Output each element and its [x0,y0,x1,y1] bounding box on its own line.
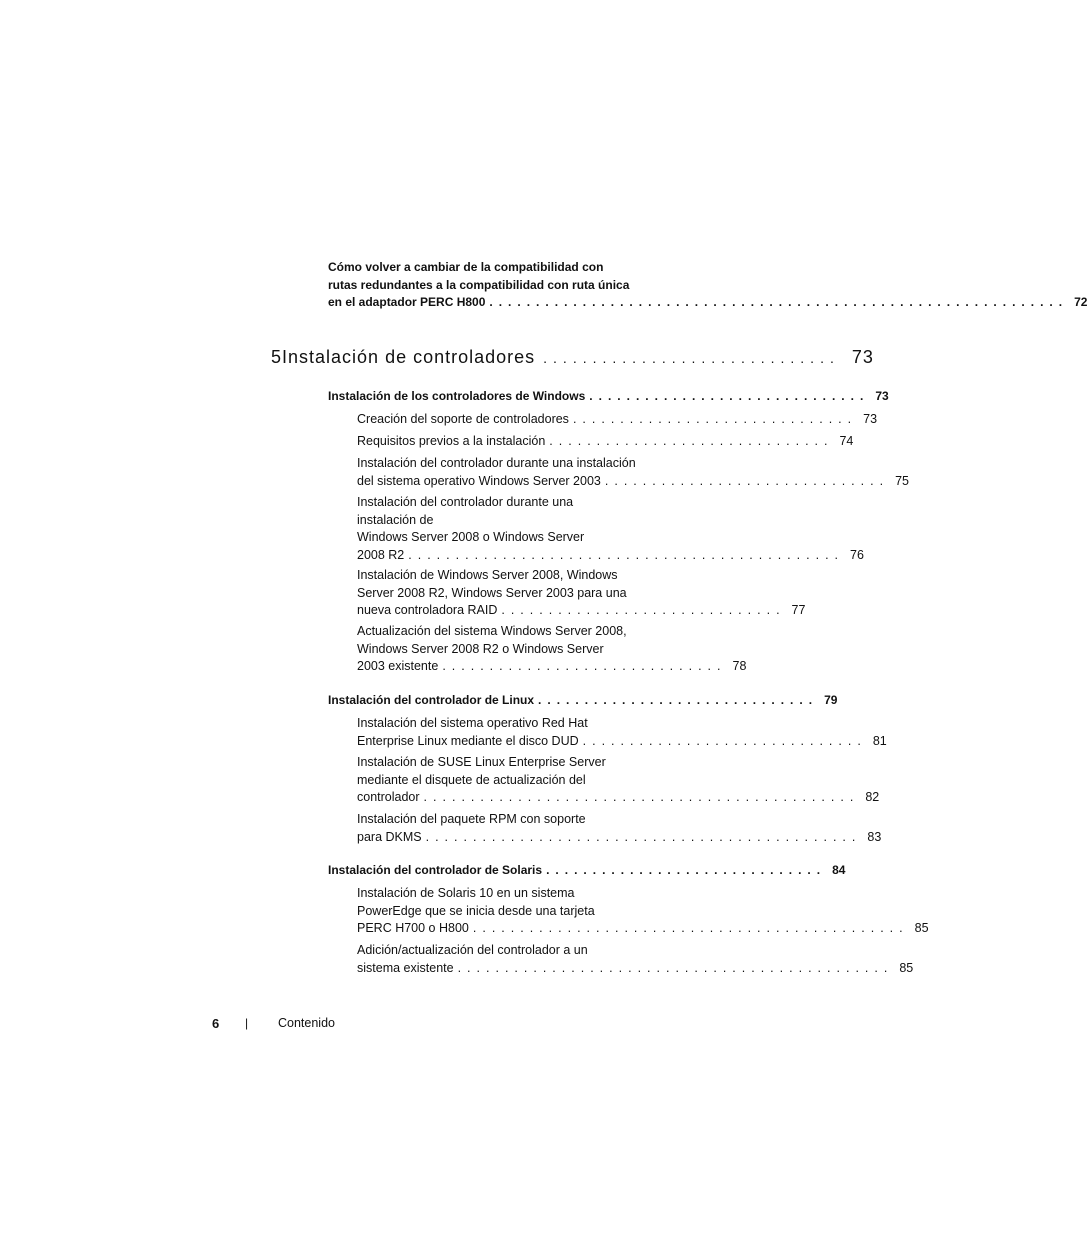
toc-entry-line: Server 2008 R2, Windows Server 2003 para una [357,585,627,600]
toc-page-number: 74 [839,434,854,448]
toc-subentry[interactable] [357,567,806,620]
toc-subentry[interactable] [357,885,929,938]
dot-leader: .............................................................. [489,295,1069,309]
toc-entry-text: Enterprise Linux mediante el disco DUD [357,733,579,748]
toc-page-number: 83 [867,829,882,844]
toc-section-linux[interactable] [328,692,838,710]
toc-entry-line: Instalación de Windows Server 2008, Windows [357,568,618,582]
toc-subentry[interactable] [357,811,882,846]
toc-page-number: 77 [791,603,806,617]
toc-entry-line: PowerEdge que se inicia desde una tarjeta [357,903,595,918]
toc-entry-line: Adición/actualización del controlador a un [357,943,588,957]
footer-label: Contenido [278,1016,335,1030]
toc-entry-line: mediante el disquete de actualización del [357,772,586,787]
toc-subentry[interactable] [357,715,887,750]
toc-entry-text: Requisitos previos a la instalación [357,434,546,448]
toc-entry-compat-revert[interactable] [328,259,1087,312]
dot-leader: .............................................. [457,960,894,975]
toc-page-number: 76 [850,547,864,562]
toc-page-number: 79 [824,693,838,707]
toc-entry-line: Instalación del paquete RPM con soporte [357,812,586,826]
toc-entry-text: para DKMS [357,829,422,844]
toc-subentry[interactable] [357,455,909,490]
toc-entry-text: nueva controladora RAID [357,603,498,617]
toc-entry-line: Instalación de SUSE Linux Enterprise Server [357,755,606,769]
toc-section-title: Instalación de los controladores de Windows [328,389,586,403]
dot-leader: .............................................. [472,921,909,935]
dot-leader: .............................. [604,473,890,488]
toc-entry-text: 2008 R2 [357,547,405,562]
dot-leader: .............................................. [425,829,862,844]
toc-entry-line: Windows Server 2008 R2 o Windows Server [357,641,604,656]
toc-page-number: 72 [1074,295,1087,309]
toc-entry-line: Instalación de Solaris 10 en un sistema [357,886,575,900]
toc-entry-line: rutas redundantes a la compatibilidad con ruta única [328,277,630,292]
dot-leader: .............................. [546,863,827,877]
toc-page-number: 85 [914,921,929,935]
toc-page-number: 73 [875,389,889,403]
toc-entry-line: Instalación del controlador durante una [357,495,574,509]
toc-subentry[interactable] [357,433,854,451]
toc-entry-text: sistema existente [357,960,454,975]
toc-page-number: 81 [872,733,887,748]
toc-entry-text: Creación del soporte de controladores [357,412,569,426]
dot-leader: .............................. [543,350,840,366]
toc-section-title: Instalación del controlador de Linux [328,693,535,707]
toc-section-windows[interactable] [328,388,889,406]
toc-page-number: 73 [863,412,878,426]
toc-page-number: 75 [895,473,909,488]
dot-leader: .............................................. [408,547,845,562]
toc-subentry[interactable] [357,494,864,564]
chapter-heading[interactable] [271,347,874,368]
toc-entry-text: PERC H700 o H800 [357,921,469,935]
toc-entry-text: 2003 existente [357,659,439,673]
toc-subentry[interactable] [357,411,878,429]
toc-page-number: 84 [832,863,846,877]
toc-entry-line: instalación de [357,512,434,527]
toc-section-title: Instalación del controlador de Solaris [328,863,543,877]
dot-leader: .............................. [501,603,786,617]
toc-entry-text: del sistema operativo Windows Server 2003 [357,473,601,488]
footer-page-number: 6 [212,1016,220,1031]
toc-entry-line: Instalación del sistema operativo Red Hat [357,716,588,730]
dot-leader: .............................. [582,733,867,748]
chapter-number: 5 [271,347,283,367]
toc-subentry[interactable] [357,754,880,807]
dot-leader: .............................. [549,434,834,448]
toc-entry-line: Windows Server 2008 o Windows Server [357,530,585,544]
footer-separator: | [245,1016,249,1030]
chapter-title: Instalación de controladores [282,347,536,367]
toc-page-number: 85 [899,960,914,975]
dot-leader: .............................. [572,412,858,426]
toc-entry-text: controlador [357,790,420,804]
toc-subentry[interactable] [357,623,747,676]
toc-entry-text: en el adaptador PERC H800 [328,295,486,309]
toc-section-solaris[interactable] [328,862,846,880]
toc-page-number: 82 [865,790,880,804]
toc-entry-line: Actualización del sistema Windows Server 2008, [357,624,627,638]
dot-leader: .............................. [538,693,819,707]
dot-leader: .............................. [589,389,870,403]
toc-subentry[interactable] [357,942,914,977]
toc-entry-line: Instalación del controlador durante una instalación [357,456,636,470]
dot-leader: .............................................. [423,790,860,804]
dot-leader: .............................. [442,659,727,673]
chapter-page-number: 73 [851,347,874,367]
toc-entry-line: Cómo volver a cambiar de la compatibilidad con [328,260,604,274]
toc-page-number: 78 [732,659,747,673]
